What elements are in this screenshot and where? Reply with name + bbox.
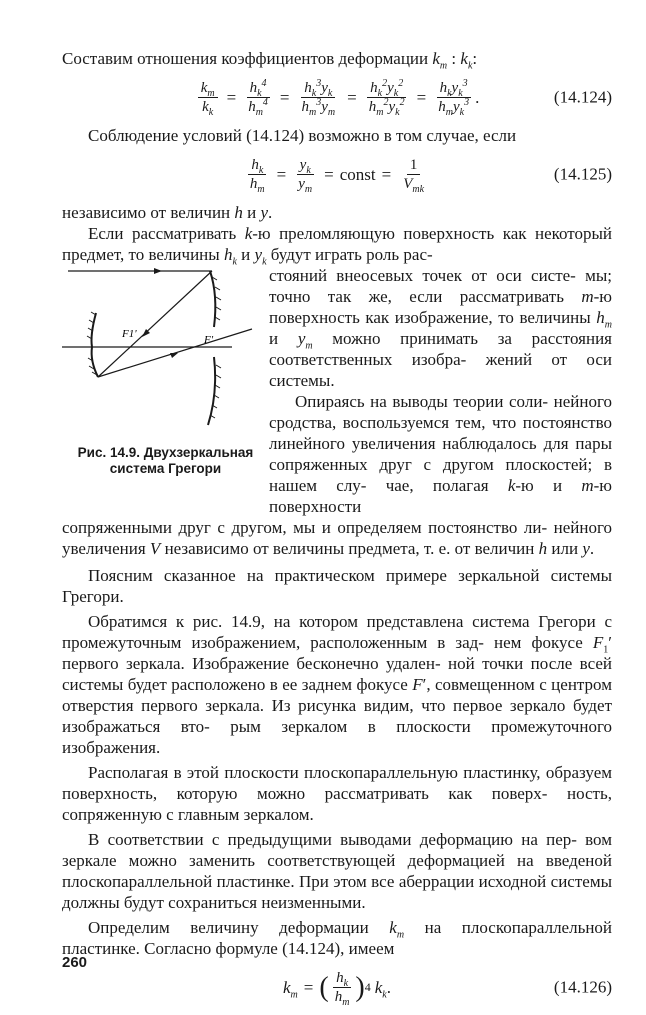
reflected-ray xyxy=(98,271,212,377)
km-symbol: $k_m$ xyxy=(432,49,448,72)
intro-line: Составим отношения коэффициентов деформации $k_m$ : $k_k$: xyxy=(62,49,478,72)
paragraph-magnification: сопряженными друг с другом, мы и определяем постоянство ли- нейного увеличения V независимо от величины предмета, т. е. от величин h или y. xyxy=(62,518,612,558)
figure-side-text: стояний внеосевых точек от оси систе- мы; точно так же, если рассматривать m-ю поверхность как изображение, то величины $h_m$ и $y_m$ можно принимать за расстояния соответственных изобра- жений от оси системы. Опираясь на выводы теории соли- нейного сродства, воспользуемся тем, что постоянство линейного увеличения наблюдалось для пары сопряженных друг с другом плоскостей; в нашем слу- чае, полагая k-ю и m-ю поверхности xyxy=(269,266,613,516)
const-word: const xyxy=(339,164,376,184)
page-body xyxy=(62,48,612,1015)
gregory-system-diagram xyxy=(62,265,269,440)
independence-line: независимо от величин h и y. xyxy=(62,203,273,222)
equation-14-126: $k_m$ = ( $\frac{h_k}{h_m}$ ) 4 $k_k$ . (14.126) xyxy=(282,969,612,1008)
paragraph-plate: Располагая в этой плоскости плоскопараллельную пластинку, образуем поверхность, которую можно рассматривать как поверх- ность, сопряженную с главным зеркалом. xyxy=(62,763,612,824)
figure-block xyxy=(62,265,612,517)
secondary-mirror-lower xyxy=(208,357,215,425)
focus-f1-label: F1' xyxy=(122,328,137,340)
paragraph-example: Поясним сказанное на практическом примере зеркальной системы Грегори. xyxy=(62,566,612,606)
paragraph-object: Если рассматривать k-ю преломляющую поверхность как некоторый предмет, то величины $h_k$ и $y_k$ будут играть роль рас- xyxy=(62,224,613,268)
equation-number: (14.126) xyxy=(553,977,612,997)
figure-14-9 xyxy=(62,265,269,517)
equation-14-125: $\frac{h_k}{h_m}$ = $\frac{y_k}{y_m}$ = const = $\frac{1}{V_{mk}}$ (14.125) xyxy=(249,156,612,195)
equation-number: (14.125) xyxy=(553,164,612,184)
secondary-mirror-upper xyxy=(210,271,215,327)
condition-line: Соблюдение условий (14.124) возможно в том случае, если xyxy=(88,126,517,145)
kk-symbol: $k_k$ xyxy=(460,49,473,72)
paragraph-figure-ref: Обратимся к рис. 14.9, на котором представлена система Грегори с промежуточным изображением, расположенным в зад- нем фокусе $F_1'$ первого зеркала. Изображение бесконечно удален- ной точки после всей системы будет расположено в ее заднем фокусе F′, совмещенном с центром отверстия первого зеркала. Из рисунка видим, что первое зеркало будет изображаться вто- рым зеркалом в плоскости промежуточного изображения. xyxy=(62,612,613,757)
intro-text: Составим отношения коэффициентов деформации xyxy=(62,49,429,68)
paragraph-deformation: В соответствии с предыдущими выводами деформацию на пер- вом зеркале можно заменить соответствующей деформацией на введеной плоскопараллельной пластинке. При этом все аберрации исходной системы должны будут сохраниться неизменными. xyxy=(62,830,612,912)
equation-number: (14.124) xyxy=(553,87,612,107)
page-number: 260 xyxy=(62,954,88,971)
equation-14-124: $\frac{k_m}{k_k}$ = $\frac{h_k^4}{h_m^4}$ = $\frac{h_k^3y_k}{h_m^3y_m}$ = $\frac{h_k^2y_k^2}{h_m^2y_k^2}$ = $\frac{h_ky_k^3}{h_my_k^3}$ . (14.124) xyxy=(62,69,612,125)
focus-f-label: F' xyxy=(204,334,214,346)
figure-caption: Рис. 14.9. Двухзеркальная система Грегори xyxy=(77,445,254,476)
paragraph-define: Определим величину деформации $k_m$ на плоскопараллельной пластинке. Согласно формуле (14.124), имеем xyxy=(62,918,613,958)
